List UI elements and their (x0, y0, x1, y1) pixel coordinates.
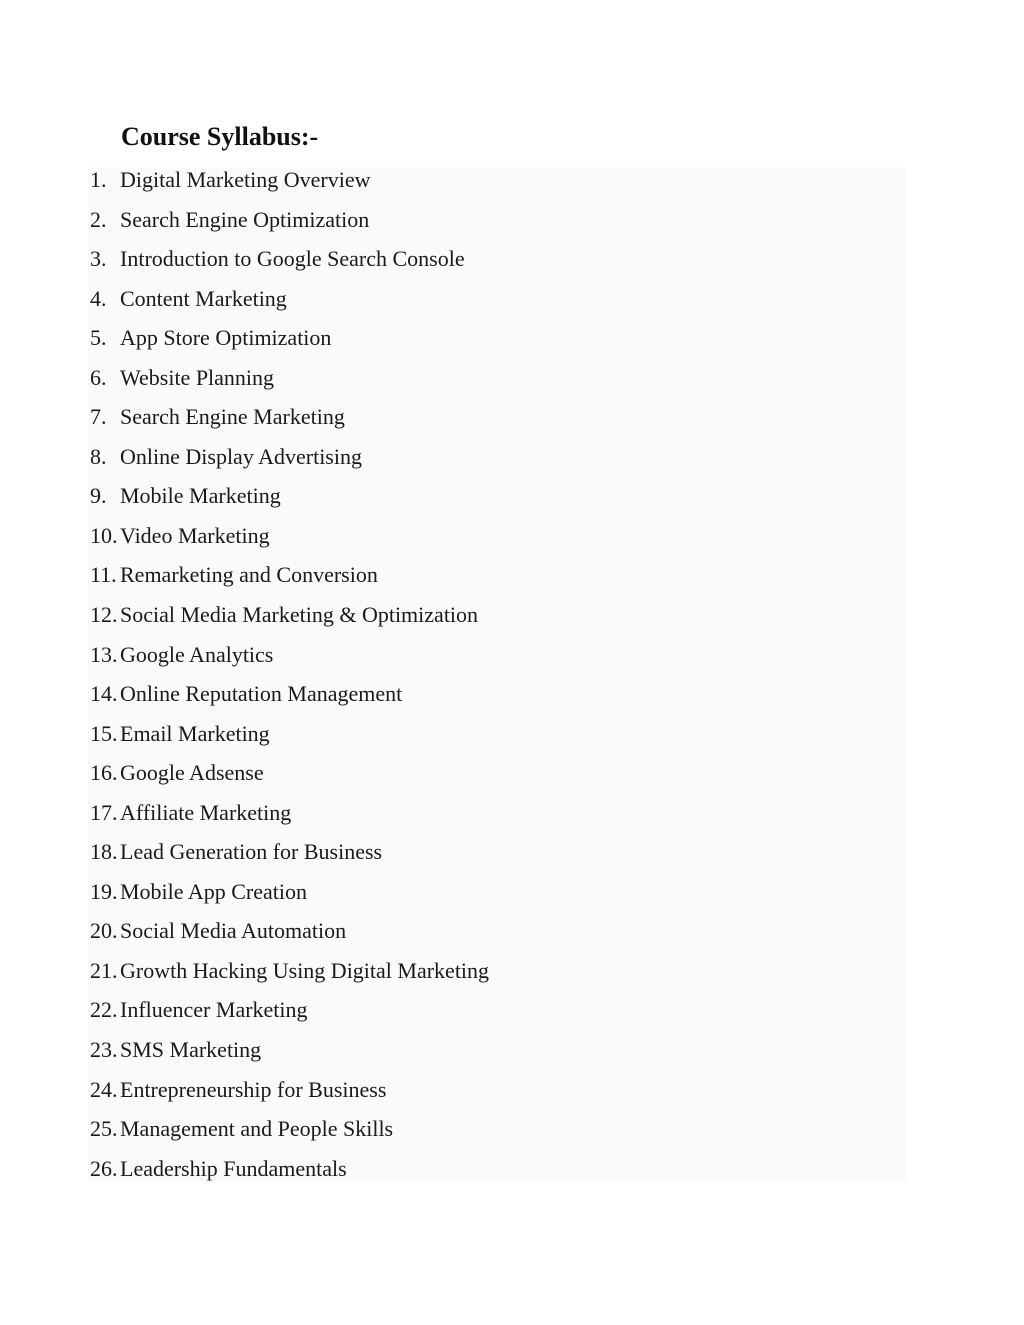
list-item (90, 562, 489, 602)
list-item-text: Mobile Marketing (120, 483, 281, 509)
list-item-text: Video Marketing (120, 522, 270, 548)
list-item-number: 5. (90, 325, 107, 351)
list-item-text: SMS Marketing (120, 1037, 262, 1063)
list-item (90, 207, 489, 247)
list-item-text: Introduction to Google Search Console (120, 246, 465, 272)
list-item-number: 16. (90, 760, 118, 786)
list-item (90, 918, 489, 958)
page-title: Course Syllabus:- (121, 122, 319, 151)
list-item-number: 25. (90, 1116, 118, 1142)
list-item-text: Growth Hacking Using Digital Marketing (120, 957, 490, 983)
list-item-number: 6. (90, 364, 107, 390)
list-item (90, 1037, 489, 1077)
list-item-number: 21. (90, 957, 118, 983)
list-item-number: 9. (90, 483, 107, 509)
list-item-number: 26. (90, 1155, 118, 1181)
list-item-text: Social Media Marketing & Optimization (120, 602, 479, 628)
list-item-number: 15. (90, 720, 118, 746)
list-item-number: 4. (90, 285, 107, 311)
list-item-text: Lead Generation for Business (120, 839, 383, 865)
list-item-text: Website Planning (120, 364, 275, 390)
list-item-text: App Store Optimization (120, 325, 332, 351)
list-item (90, 681, 489, 721)
list-item-text: Mobile App Creation (120, 878, 307, 904)
list-item (90, 167, 489, 207)
list-item-text: Online Reputation Management (120, 681, 403, 707)
list-item-text: Influencer Marketing (120, 997, 308, 1023)
list-item-number: 20. (90, 918, 118, 944)
list-item-number: 17. (90, 799, 118, 825)
list-item-text: Leadership Fundamentals (120, 1155, 347, 1181)
list-item-text: Content Marketing (120, 285, 287, 311)
list-item (90, 997, 489, 1037)
list-item (90, 365, 489, 405)
list-item-number: 7. (90, 404, 107, 430)
list-item-number: 19. (90, 878, 118, 904)
list-item-number: 18. (90, 839, 118, 865)
list-item-text: Management and People Skills (120, 1116, 394, 1142)
list-item-text: Digital Marketing Overview (120, 167, 371, 192)
list-item-number: 3. (90, 246, 107, 272)
list-item (90, 444, 489, 484)
list-item-text: Entrepreneurship for Business (120, 1076, 387, 1102)
list-item-number: 12. (90, 602, 118, 628)
list-item (90, 246, 489, 286)
list-item (90, 523, 489, 563)
list-item (90, 286, 489, 326)
syllabus-list-container (88, 167, 906, 1181)
list-item-text: Search Engine Optimization (120, 206, 370, 232)
list-item (90, 879, 489, 919)
list-item (90, 325, 489, 365)
list-item-text: Search Engine Marketing (120, 404, 345, 430)
list-item-text: Affiliate Marketing (120, 799, 292, 825)
list-item (90, 721, 489, 761)
syllabus-list (90, 167, 489, 1195)
list-item-text: Remarketing and Conversion (120, 562, 378, 588)
list-item (90, 958, 489, 998)
list-item-number: 11. (90, 562, 117, 588)
list-item (90, 839, 489, 879)
list-item-text: Social Media Automation (120, 918, 347, 944)
list-item-number: 22. (90, 997, 118, 1023)
list-item-number: 10. (90, 522, 118, 548)
list-item-number: 8. (90, 443, 107, 469)
list-item (90, 1156, 489, 1196)
list-item (90, 800, 489, 840)
list-item (90, 602, 489, 642)
list-item (90, 483, 489, 523)
list-item-text: Online Display Advertising (120, 443, 362, 469)
list-item-number: 13. (90, 641, 118, 667)
list-item (90, 642, 489, 682)
list-item-number: 1. (90, 167, 107, 192)
list-item-number: 24. (90, 1076, 118, 1102)
list-item-text: Google Analytics (120, 641, 274, 667)
list-item-text: Email Marketing (120, 720, 270, 746)
list-item-text: Google Adsense (120, 760, 264, 786)
list-item-number: 2. (90, 206, 107, 232)
list-item (90, 1116, 489, 1156)
list-item (90, 760, 489, 800)
list-item (90, 1077, 489, 1117)
list-item-number: 23. (90, 1037, 118, 1063)
list-item-number: 14. (90, 681, 118, 707)
list-item (90, 404, 489, 444)
